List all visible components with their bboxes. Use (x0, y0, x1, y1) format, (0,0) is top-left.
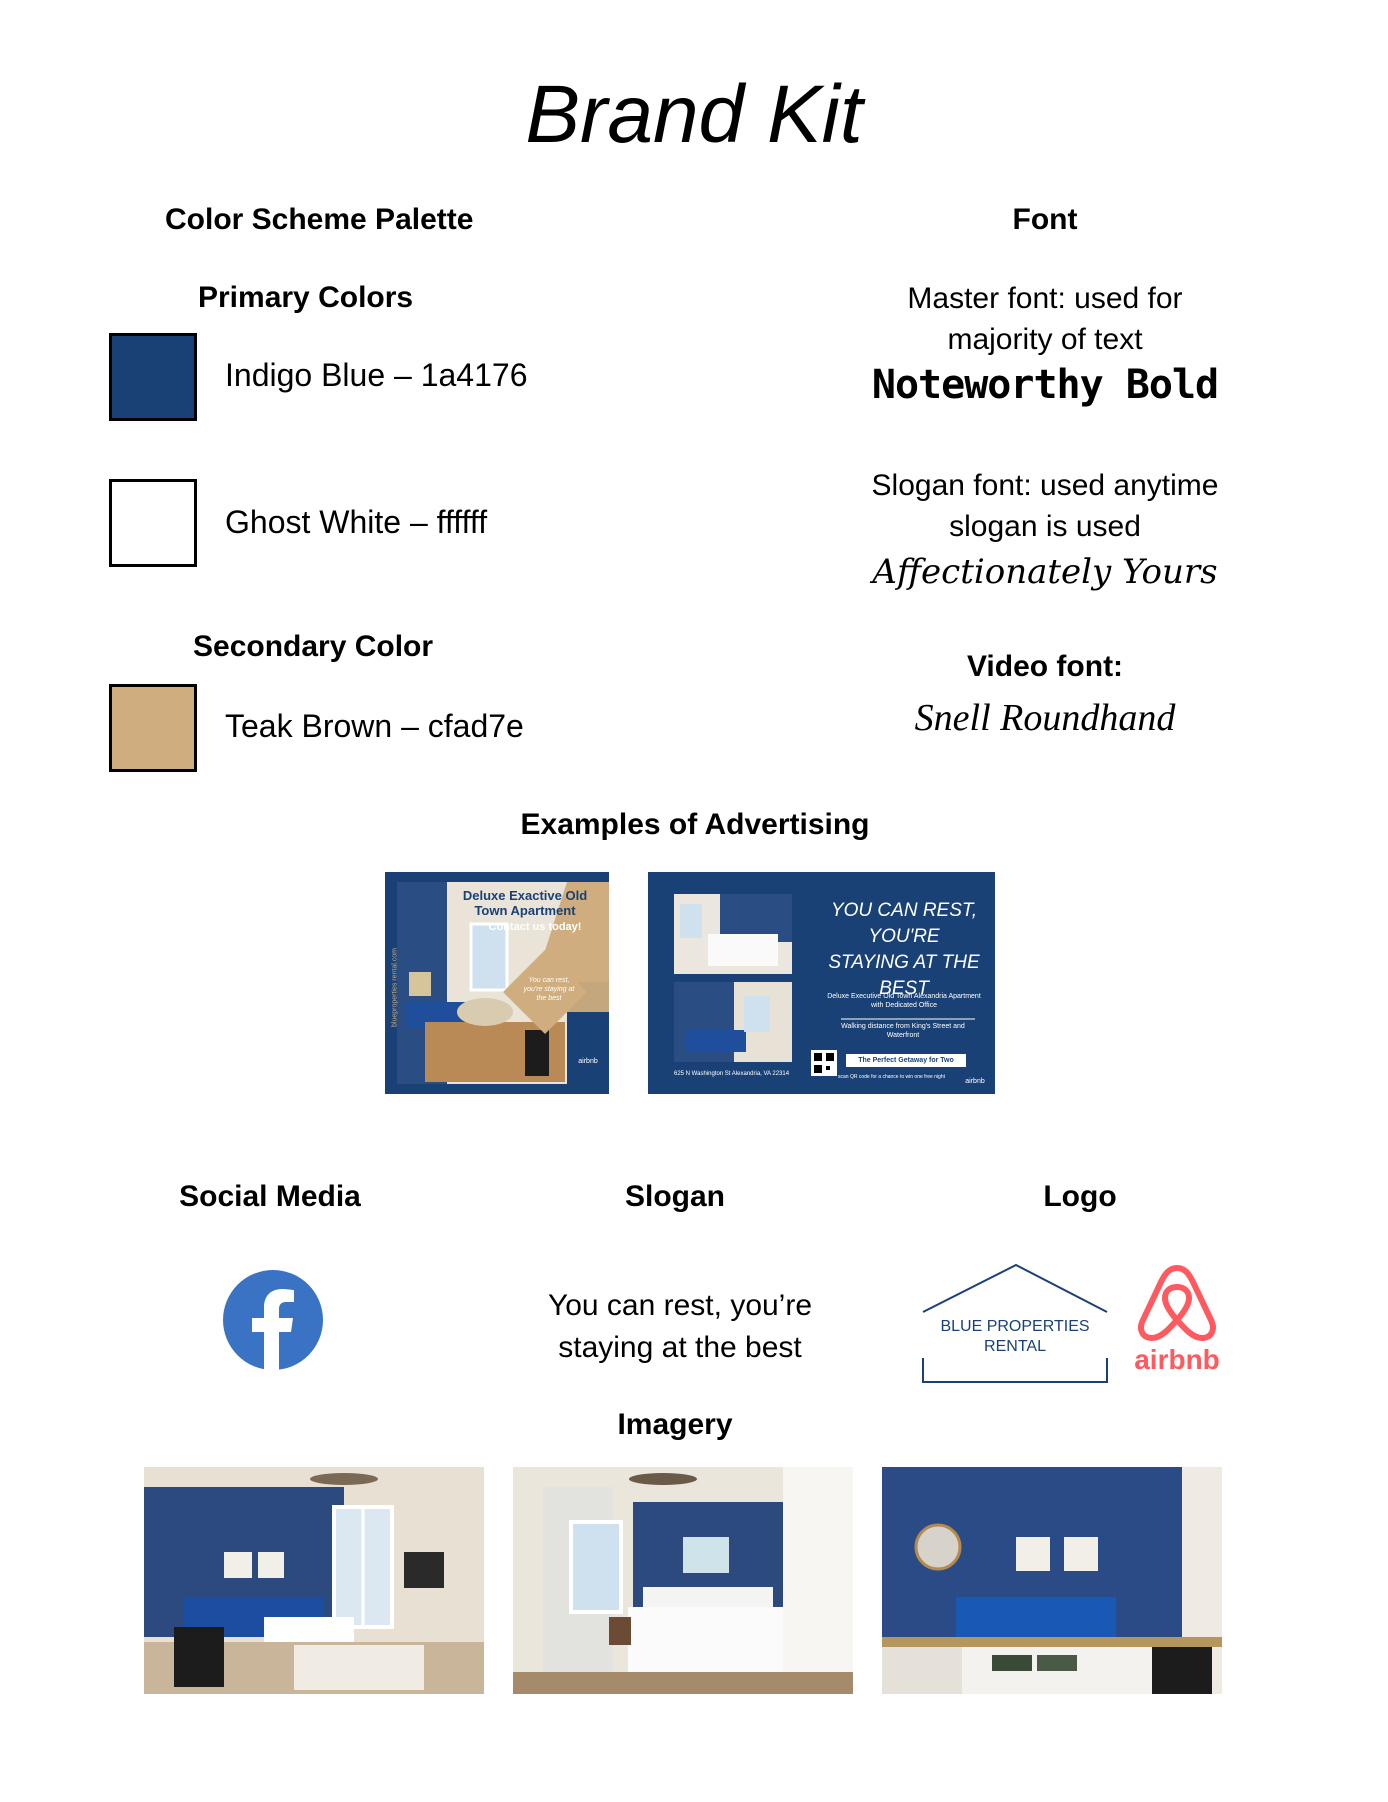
video-font-heading: Video font: (966, 650, 1124, 683)
imagery-photo-living-room (144, 1467, 484, 1694)
logo-line-2: RENTAL (984, 1338, 1046, 1355)
ad2-getaway-button: The Perfect Getaway for Two (846, 1054, 966, 1067)
ad2-brand: airbnb (965, 1078, 985, 1085)
ad-example-square (385, 872, 609, 1094)
airbnb-logo (1125, 1262, 1229, 1384)
logo-line-1: BLUE PROPERTIES (940, 1318, 1090, 1335)
swatch-teak-brown (109, 684, 197, 772)
primary-colors-heading: Primary Colors (198, 281, 414, 314)
ad1-tagline: You can rest, you're staying at the best (523, 977, 575, 1002)
page-title: Brand Kit (525, 69, 863, 160)
font-heading: Font (1012, 203, 1078, 236)
logo-heading: Logo (1043, 1180, 1117, 1213)
master-font-description: Master font: used for majority of text (907, 282, 1183, 356)
social-media-heading: Social Media (179, 1180, 361, 1213)
imagery-photo-lounge (882, 1467, 1222, 1694)
ad1-side-url: blueproperties rental.com (391, 948, 399, 1027)
advertising-heading: Examples of Advertising (520, 808, 870, 841)
swatch-indigo-blue (109, 333, 197, 421)
ad2-slogan: YOU CAN REST, YOU'RE STAYING AT THE BEST (828, 900, 980, 999)
ad2-description: Deluxe Executive Old Town Alexandria Apartment with Dedicated Office (827, 993, 981, 1009)
ad-example-wide (648, 872, 995, 1094)
slogan-heading: Slogan (624, 1180, 725, 1213)
slogan-font-name: Affectionately Yours (872, 552, 1218, 592)
master-font-name: Noteworthy Bold (871, 362, 1219, 408)
facebook-icon[interactable] (223, 1270, 323, 1370)
airbnb-icon (1125, 1262, 1229, 1342)
palette-heading: Color Scheme Palette (165, 203, 474, 236)
video-font-name: Snell Roundhand (914, 697, 1176, 739)
imagery-heading: Imagery (617, 1408, 733, 1441)
ad2-address: 625 N Washington St Alexandria, VA 22314 (674, 1071, 790, 1077)
swatch-label-ghost-white: Ghost White – ffffff (225, 504, 488, 540)
ad2-walking-distance: Walking distance from King's Street and Waterfront (841, 1023, 965, 1039)
blue-properties-logo (920, 1262, 1110, 1384)
airbnb-wordmark: airbnb (1134, 1344, 1220, 1375)
secondary-color-heading: Secondary Color (193, 630, 434, 663)
swatch-label-indigo-blue: Indigo Blue – 1a4176 (225, 357, 528, 393)
ad1-brand: airbnb (578, 1058, 598, 1065)
imagery-photo-bedroom (513, 1467, 853, 1694)
ad2-scan-text: scan QR code for a chance to win one free night (838, 1074, 946, 1080)
swatch-ghost-white (109, 479, 197, 567)
ad1-cta: Contact us today! (488, 921, 582, 933)
slogan-font-description: Slogan font: used anytime slogan is used (871, 469, 1219, 543)
ad1-title: Deluxe Exactive Old Town Apartment (462, 888, 588, 918)
swatch-label-teak-brown: Teak Brown – cfad7e (225, 708, 524, 744)
slogan-text: You can rest, you’re staying at the best (547, 1289, 813, 1364)
